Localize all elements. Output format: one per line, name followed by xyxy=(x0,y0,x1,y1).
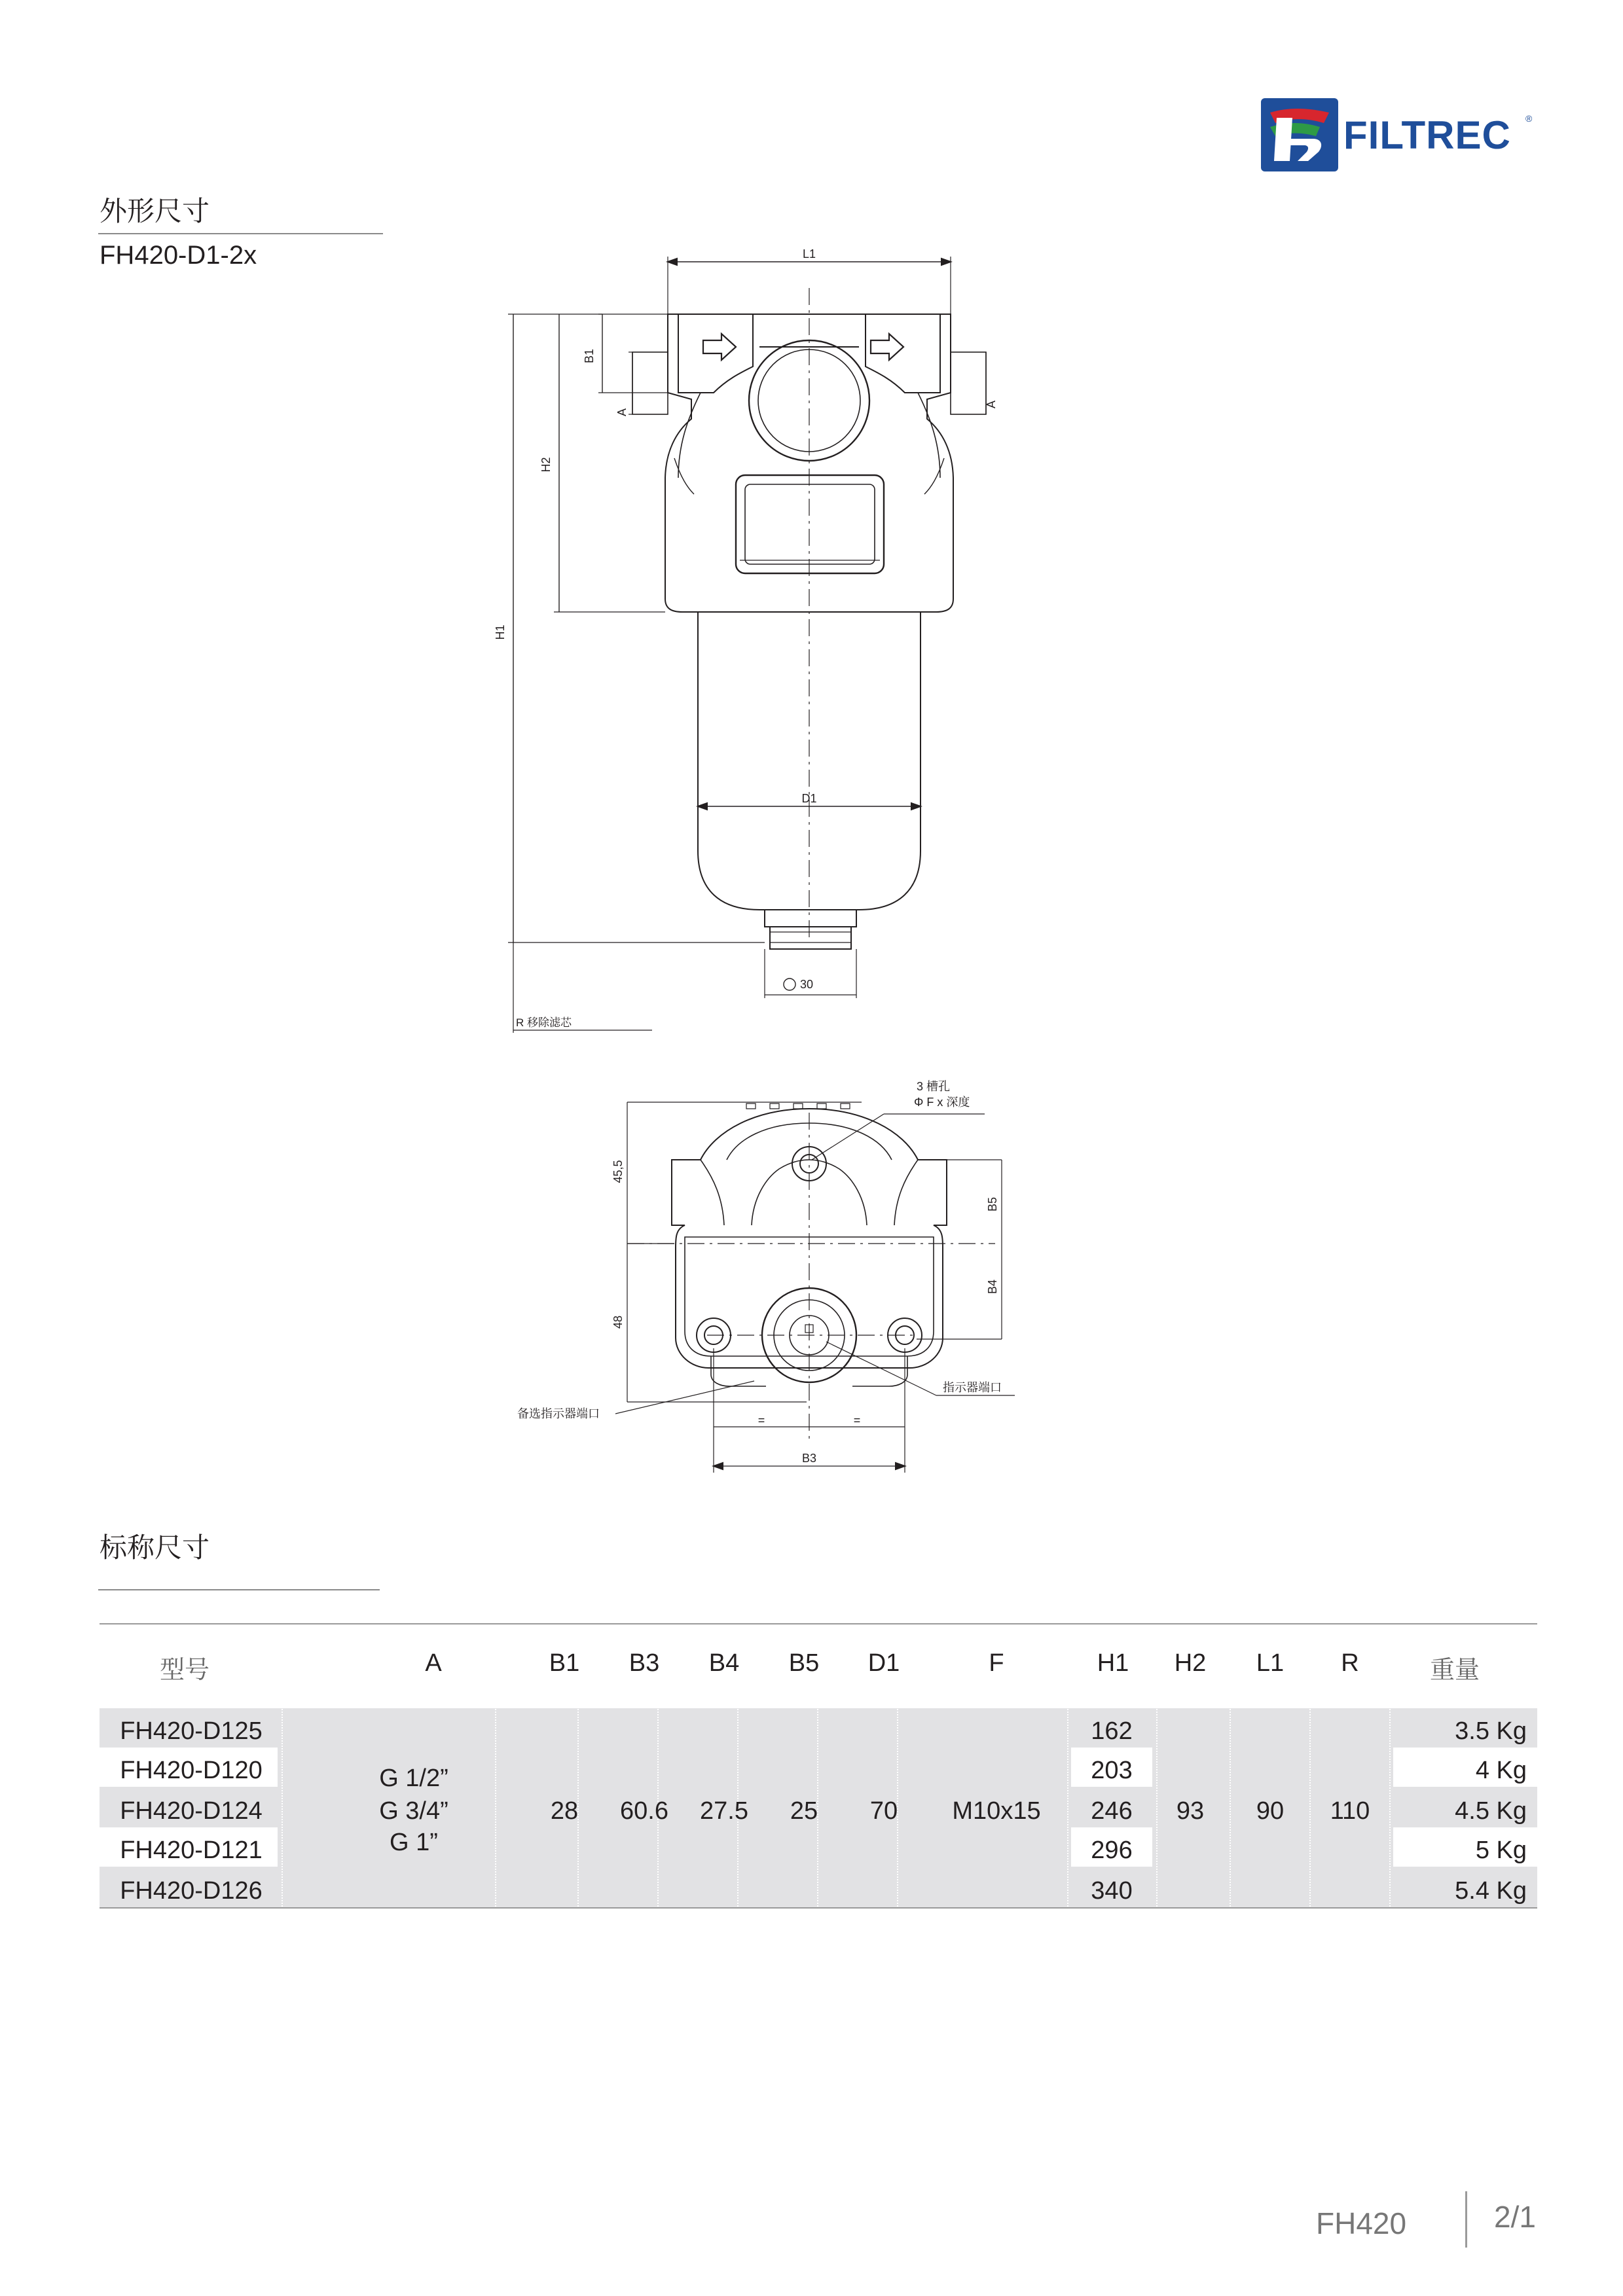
table-cell-b5: 25 xyxy=(790,1797,818,1825)
header-a: A xyxy=(425,1649,442,1677)
indicator-port-label: 指示器端口 xyxy=(943,1381,1002,1394)
b1-label: B1 xyxy=(583,348,596,364)
optional-port-label: 备选指示器端口 xyxy=(517,1407,600,1420)
registered-mark: ® xyxy=(1525,113,1533,124)
wrench-size-label: 30 xyxy=(800,978,814,991)
header-b3: B3 xyxy=(629,1649,660,1677)
model-code: FH420-D1-2x xyxy=(100,241,257,270)
table-cell-weight: 5 Kg xyxy=(1475,1837,1527,1864)
table-cell-l1: 90 xyxy=(1256,1797,1285,1825)
table-top-rule xyxy=(100,1623,1537,1624)
table-cell-h2: 93 xyxy=(1176,1797,1205,1825)
header-f: F xyxy=(989,1649,1004,1677)
table-cell-b1: 28 xyxy=(550,1797,579,1825)
table-bottom-rule xyxy=(100,1907,1537,1909)
table-cell-f: M10x15 xyxy=(952,1797,1041,1825)
l1-label: L1 xyxy=(802,247,816,260)
column-separator xyxy=(1067,1707,1068,1909)
table-cell-h1: 162 xyxy=(1091,1717,1133,1745)
table-cell-r: 110 xyxy=(1330,1797,1370,1825)
column-separator xyxy=(495,1707,496,1909)
column-separator xyxy=(1389,1707,1391,1909)
column-separator xyxy=(1309,1707,1311,1909)
holes-label-2: Φ F x 深度 xyxy=(914,1096,970,1109)
equal-right-label: = xyxy=(853,1414,861,1427)
footer-doc-name: FH420 xyxy=(1316,2206,1407,2240)
a-left-label: A xyxy=(615,408,629,417)
b4-label: B4 xyxy=(986,1279,999,1295)
top-view-drawing xyxy=(0,1060,1623,1479)
header-h1: H1 xyxy=(1097,1649,1129,1677)
column-separator xyxy=(1156,1707,1158,1909)
table-cell-a: G 1/2” xyxy=(379,1765,448,1792)
header-h2: H2 xyxy=(1174,1649,1207,1677)
footer-page-number: 2/1 xyxy=(1494,2200,1536,2234)
a-right-label: A xyxy=(985,400,998,409)
header-b4: B4 xyxy=(708,1649,740,1677)
side-view-drawing xyxy=(0,0,1623,1060)
table-cell-h1: 246 xyxy=(1091,1797,1133,1825)
dimensions-title: 外形尺寸 xyxy=(100,195,210,227)
equal-left-label: = xyxy=(757,1414,765,1427)
table-cell-h1: 340 xyxy=(1091,1877,1133,1905)
removal-label: R 移除滤芯 xyxy=(516,1016,572,1029)
table-cell-model: FH420-D124 xyxy=(120,1797,263,1825)
header-model: 型号 xyxy=(159,1655,210,1684)
table-cell-model: FH420-D120 xyxy=(120,1757,263,1784)
b5-label: B5 xyxy=(986,1196,999,1212)
table-cell-weight: 4.5 Kg xyxy=(1455,1797,1527,1825)
header-weight: 重量 xyxy=(1429,1655,1480,1684)
table-cell-a: G 3/4” xyxy=(379,1797,448,1825)
nominal-title: 标称尺寸 xyxy=(100,1532,210,1564)
table-cell-weight: 4 Kg xyxy=(1475,1757,1527,1784)
holes-label-1: 3 槽孔 xyxy=(917,1080,951,1093)
table-cell-b4: 27.5 xyxy=(700,1797,748,1825)
table-cell-d1: 70 xyxy=(869,1797,898,1825)
b3-label: B3 xyxy=(801,1452,817,1465)
header-b5: B5 xyxy=(788,1649,820,1677)
table-cell-model: FH420-D126 xyxy=(120,1877,263,1905)
table-cell-h1: 203 xyxy=(1091,1757,1133,1784)
table-cell-b3: 60.6 xyxy=(620,1797,668,1825)
header-r: R xyxy=(1341,1649,1359,1677)
column-separator xyxy=(282,1707,283,1909)
nominal-title-rule xyxy=(98,1589,380,1590)
d1-label: D1 xyxy=(801,792,817,805)
footer-divider xyxy=(1465,2191,1467,2248)
h2-label: H2 xyxy=(539,457,553,473)
table-cell-weight: 5.4 Kg xyxy=(1455,1877,1527,1905)
table-cell-model: FH420-D121 xyxy=(120,1837,263,1864)
table-cell-a: G 1” xyxy=(390,1829,438,1856)
brand-name: FILTREC xyxy=(1343,113,1511,157)
header-b1: B1 xyxy=(549,1649,580,1677)
table-cell-h1: 296 xyxy=(1091,1837,1133,1864)
dim-455-label: 45,5 xyxy=(611,1160,625,1183)
header-l1: L1 xyxy=(1256,1649,1285,1677)
column-separator xyxy=(1230,1707,1231,1909)
table-cell-model: FH420-D125 xyxy=(120,1717,263,1745)
h1-label: H1 xyxy=(494,624,507,640)
dim-48-label: 48 xyxy=(611,1315,625,1329)
header-d1: D1 xyxy=(867,1649,900,1677)
table-cell-weight: 3.5 Kg xyxy=(1455,1717,1527,1745)
